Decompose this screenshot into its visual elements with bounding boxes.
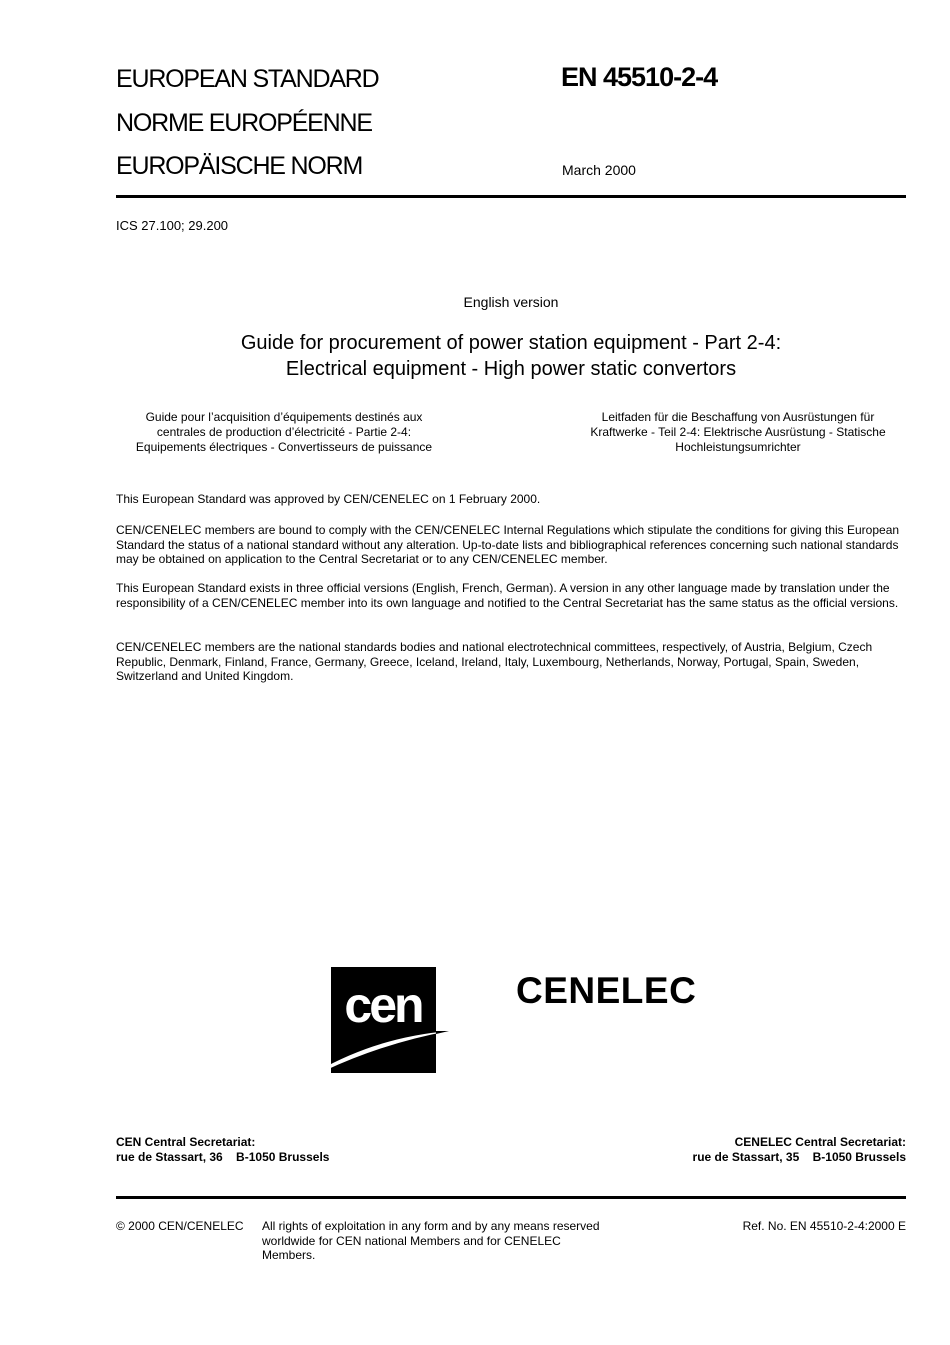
title-french [116,410,452,455]
title-german [570,410,906,455]
rights-line: All rights of exploitation in any form and by any means reserved [262,1219,600,1233]
publication-date: March 2000 [562,162,636,178]
footer-divider [116,1196,906,1199]
versions-paragraph: This European Standard exists in three official versions (English, French, German). A version in any other language made by translation under the responsibility of a CEN/CENELEC member into its own language and notified to the Central Secretariat has the same status as the official versions. [116,581,899,610]
standard-name-french: NORME EUROPÉENNE [116,109,372,137]
title-german-line: Hochleistungsumrichter [675,440,801,454]
approval-paragraph: This European Standard was approved by CEN/CENELEC on 1 February 2000. [116,492,541,506]
cen-secretariat-title: CEN Central Secretariat: [116,1135,256,1149]
title-french-line: centrales de production d’électricité - Partie 2-4: [156,425,412,439]
title-english [116,330,906,382]
language-version: English version [463,294,559,310]
cen-secretariat [116,1135,329,1165]
title-german-line: Leitfaden für die Beschaffung von Ausrüstungen für [601,410,875,424]
title-french-line: Guide pour l’acquisition d’équipements destinés aux [145,410,423,424]
cen-logo-swoosh-outer [436,1031,449,1034]
cenelec-secretariat [693,1135,906,1165]
cen-logo-text: cen [344,977,422,1033]
cen-secretariat-address: rue de Stassart, 36 B-1050 Brussels [116,1150,330,1164]
cenelec-secretariat-title: CENELEC Central Secretariat: [734,1135,906,1149]
standard-number: EN 45510-2-4 [561,62,718,92]
compliance-paragraph: CEN/CENELEC members are bound to comply with the CEN/CENELEC Internal Regulations which stipulate the conditions for giving this European Standard the status of a national standard without any alteration. Up-to-date lists and bibliographical references concerning such national standards may be obtained on application to the Central Secretariat or to any CEN/CENELEC member. [116,523,900,567]
title-english-line: Guide for procurement of power station equipment - Part 2-4: [240,332,782,354]
copyright-notice: © 2000 CEN/CENELEC [116,1219,244,1233]
header-divider [116,195,906,198]
rights-line: worldwide for CEN national Members and for CENELEC [262,1233,561,1248]
reference-number: Ref. No. EN 45510-2-4:2000 E [742,1219,906,1233]
members-paragraph: CEN/CENELEC members are the national standards bodies and national electrotechnical committees, respectively, of Austria, Belgium, Czech Republic, Denmark, Finland, France, Germany, Greece, Iceland, Ireland, Italy, Luxembourg, Netherlands, Norway, Portugal, Spain, Sweden, Switzerland and United Kingdom. [116,640,873,684]
title-german-line: Kraftwerke - Teil 2-4: Elektrische Ausrüstung - Statische [590,425,886,439]
cenelec-logo-text: CENELEC [516,970,697,1011]
rights-statement [262,1219,642,1263]
cen-logo [318,967,450,1075]
standard-name-german: EUROPÄISCHE NORM [116,152,363,180]
title-french-line: Equipements électriques - Convertisseurs de puissance [135,440,433,454]
standard-name-english: EUROPEAN STANDARD [116,65,379,93]
title-english-line: Electrical equipment - High power static convertors [285,358,737,380]
cenelec-secretariat-address: rue de Stassart, 35 B-1050 Brussels [692,1150,906,1164]
rights-line: Members. [262,1248,316,1263]
ics-code: ICS 27.100; 29.200 [116,218,229,233]
